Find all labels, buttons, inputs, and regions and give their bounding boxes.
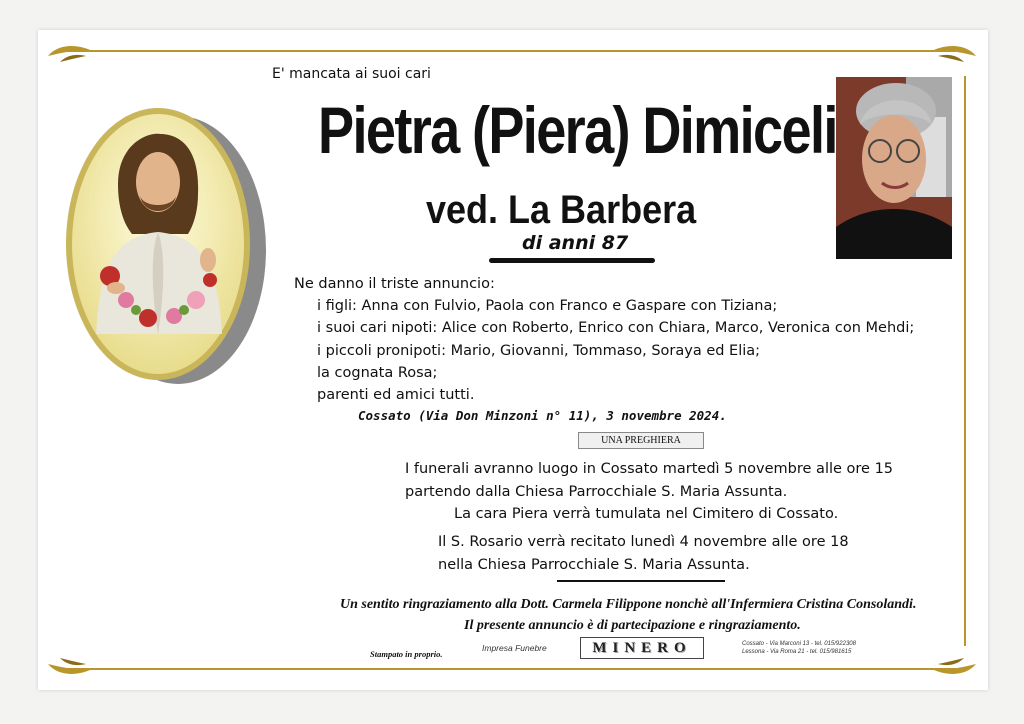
prayer-button[interactable]: UNA PREGHIERA xyxy=(578,432,704,449)
announcement-heading: Ne danno il triste annuncio: xyxy=(294,276,495,292)
contact-line: Lessona - Via Roma 21 - tel. 015/981615 xyxy=(742,649,852,655)
gold-leaf-corner-icon xyxy=(930,42,978,66)
announcement-line: la cognata Rosa; xyxy=(317,364,438,381)
rosary-details xyxy=(438,531,849,576)
thanks-line: Un sentito ringraziamento alla Dott. Carmela Filippone nonchè all'Infermiera Cristina Consolandi. xyxy=(340,597,917,612)
widow-of: ved. La Barbera xyxy=(426,188,697,232)
announcement-line: i piccoli pronipoti: Mario, Giovanni, Tommaso, Soraya ed Elia; xyxy=(317,342,761,359)
impresa-label: Impresa Funebre xyxy=(482,643,547,653)
contact-line: Cossato - Via Marconi 13 - tel. 015/922308 xyxy=(742,641,856,647)
announcement-line: i suoi cari nipoti: Alice con Roberto, Enrico con Chiara, Marco, Veronica con Mehdi; xyxy=(317,320,915,337)
thanks xyxy=(340,594,950,636)
announcement-line: parenti ed amici tutti. xyxy=(317,387,475,404)
divider xyxy=(557,580,725,582)
gold-leaf-corner-icon xyxy=(46,42,94,66)
funeral-details xyxy=(405,458,893,526)
funeral-line: La cara Piera verrà tumulata nel Cimitero di Cossato. xyxy=(454,506,839,522)
announcement xyxy=(294,273,914,406)
printed-note: Stampato in proprio. xyxy=(370,649,443,659)
place-date: Cossato (Via Don Minzoni n° 11), 3 novembre 2024. xyxy=(358,408,727,423)
announcement-line: i figli: Anna con Fulvio, Paola con Franco e Gaspare con Tiziana; xyxy=(317,298,778,315)
rosary-line: nella Chiesa Parrocchiale S. Maria Assunta. xyxy=(438,556,750,573)
funeral-line: I funerali avranno luogo in Cossato martedì 5 novembre alle ore 15 xyxy=(405,461,894,477)
sacred-heart-image xyxy=(60,104,268,388)
funeral-line: partendo dalla Chiesa Parrocchiale S. Maria Assunta. xyxy=(405,483,788,500)
gold-rule-top xyxy=(60,50,956,52)
divider xyxy=(489,258,655,263)
age: di anni 87 xyxy=(522,232,629,254)
portrait-photo xyxy=(836,77,952,259)
contacts xyxy=(742,640,856,656)
gold-rule-bottom xyxy=(60,668,956,670)
gold-rule-right xyxy=(964,76,966,646)
funeral-home-logo: MINERO xyxy=(580,637,704,659)
rosary-line: Il S. Rosario verrà recitato lunedì 4 novembre alle ore 18 xyxy=(438,534,849,550)
intro-text: E' mancata ai suoi cari xyxy=(272,66,431,82)
deceased-name: Pietra (Piera) Dimiceli xyxy=(318,93,837,167)
thanks-line: Il presente annuncio è di partecipazione e ringraziamento. xyxy=(464,618,801,633)
gold-leaf-corner-icon xyxy=(46,654,94,678)
gold-leaf-corner-icon xyxy=(930,654,978,678)
